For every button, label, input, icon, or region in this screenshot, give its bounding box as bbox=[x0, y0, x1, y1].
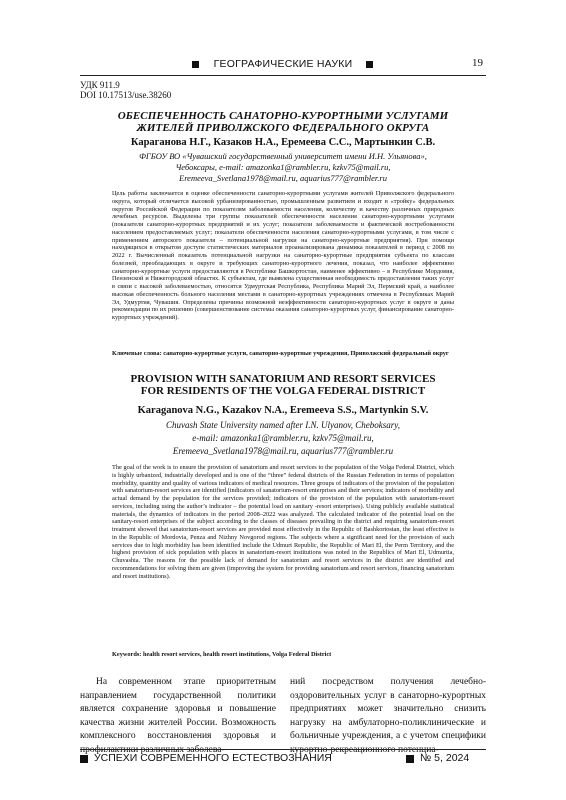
square-bullet-icon bbox=[406, 755, 414, 763]
ru-keywords-label: Ключевые слова: bbox=[112, 350, 162, 357]
en-affiliation-line3: Eremeeva_Svetlana1978@mail.ru, aquarius777@rambler.ru bbox=[172, 446, 394, 456]
ru-authors: Караганова Н.Г., Казаков Н.А., Еремеева С.С., Мартынкин С.В. bbox=[130, 137, 436, 148]
en-title-line1: PROVISION WITH SANATORIUM AND RESORT SERVICES bbox=[130, 373, 436, 385]
square-bullet-icon bbox=[80, 755, 88, 763]
ru-keywords-text: санаторно-курортные услуги, санаторно-курортные учреждения, Приволжский федеральный округ bbox=[163, 350, 449, 357]
running-footer bbox=[80, 752, 486, 768]
running-header bbox=[80, 59, 486, 73]
en-affiliation-line2: e-mail: amazonka1@rambler.ru, kzkv75@mail.ru, bbox=[192, 433, 374, 443]
body-column-right bbox=[290, 676, 486, 758]
en-authors: Karaganova N.G., Kazakov N.A., Eremeeva S.S., Martynkin S.V. bbox=[137, 405, 429, 416]
page-number: 19 bbox=[472, 57, 483, 69]
body-paragraph: ний посредством получения лечебно-оздоровительных услуг в санаторно-курортных предприятиях может значительно снизить нагрузку на амбулаторно-поликлинические и больничные учреждения, а с учетом специфики bbox=[290, 677, 486, 742]
ru-title-line1: ОБЕСПЕЧЕННОСТЬ САНАТОРНО-КУРОРТНЫМИ УСЛУГАМИ bbox=[117, 110, 449, 122]
en-keywords bbox=[112, 651, 454, 659]
ru-keywords bbox=[112, 350, 454, 358]
ru-affiliation-line2: Чебоксары, e-mail: amazonka1@rambler.ru, kzkv75@mail.ru, bbox=[175, 162, 391, 172]
body-column-left bbox=[80, 676, 276, 758]
header-divider bbox=[80, 75, 486, 76]
doi: DOI 10.17513/use.38260 bbox=[80, 90, 172, 100]
footer-divider bbox=[80, 749, 486, 750]
ru-abstract: Цель работы заключается в оценке обеспеченности санаторно-курортными услугами жителей Приволжского федерального округа, который отличается высокой урбанизированностью, промышленным развитием и входит в «тройку» федеральных округов Российской Федерации по показателям заболеваемости населения, количеству и качеству различных природных лечебных ресурсов. Выделены три группы показателей обеспеченности населения санаторно-курортными услугами (показатели санаторно-курортных предприятий и их услуг; показатели заболеваемости и фактической востребованности населением предоставляемых услуг; показатели обеспеченности населения санаторно-курортными услугами, в том числе с применением авторского показателя – потенциальной нагрузки на санаторно-курортные предприятия). При помощи находящихся в открытом доступе статистических материалов проанализирована динамика показателей в период с 2008 по 2022 г. Вычисленный показатель потенциальной нагрузки на санаторно-курортные предприятия субъекта по классам болезней, преобладающих в округе и требующих санаторно-курортного лечения, показал, что наиболее эффективно санаторно-курортные услуги предоставляются в Республике Башкортостан, наименее эффективно – в Республике Мордовия, Пензенской и Нижегородской областях. К субъектам, где выявлена существенная необходимость предоставления таких услуг в связи с высокой заболеваемостью, относятся Удмуртская Республика, Республика Марий Эл, Пермский край, а наиболее высокая обеспеченность больного населения местами в санаторно-курортных учреждениях отмечена в Республиках Марий Эл, Удмуртия, Чувашия. Определены причины возможной неэффективности санаторно-курортных услуг в округе и даны рекомендации по их решению (совершенствование системы оказания санаторно-курортных услуг, финансирование санаторно-курортных учреждений). bbox=[112, 190, 454, 321]
en-keywords-label: Keywords: bbox=[112, 651, 142, 658]
en-keywords-text: health resort services, health resort institutions, Volga Federal District bbox=[142, 651, 332, 658]
journal-section: ГЕОГРАФИЧЕСКИЕ НАУКИ bbox=[213, 58, 353, 70]
udk: УДК 911.9 bbox=[80, 80, 120, 90]
en-title-line2: FOR RESIDENTS OF THE VOLGA FEDERAL DISTRICT bbox=[140, 385, 426, 397]
square-bullet-icon bbox=[366, 61, 373, 68]
en-affiliation-line1: Chuvash State University named after I.N. Ulyanov, Cheboksary, bbox=[165, 420, 401, 430]
ru-affiliation-line1: ФГБОУ ВО «Чувашский государственный университет имени И.Н. Ульянова», bbox=[139, 151, 427, 161]
journal-name: УСПЕХИ СОВРЕМЕННОГО ЕСТЕСТВОЗНАНИЯ bbox=[94, 752, 332, 764]
ru-title-line2: ЖИТЕЛЕЙ ПРИВОЛЖСКОГО ФЕДЕРАЛЬНОГО ОКРУГА bbox=[136, 122, 430, 134]
issue-number: № 5, 2024 bbox=[420, 752, 470, 764]
ru-affiliation-line3: Eremeeva_Svetlana1978@mail.ru, aquarius777@rambler.ru bbox=[179, 173, 387, 183]
body-paragraph: На современном этапе приоритетным направлением государственной политики является сохранение здоровья и повышение качества жизни жителей России. Возможность комплексного восстановления здоровья и bbox=[80, 677, 276, 742]
en-abstract: The goal of the work is to ensure the provision of sanatorium and resort services to the population of the Volga Federal District, which is highly urbanized, industrially developed and is one of the “three” federal districts of the Russian Federation in terms of population morbidity, quantity and quality of various indicators of medical resources. Three groups of indicators of the provision of the population with sanatorium-resort services are identified (indicators of sanatorium-resort enterprises and their services; indicators of morbidity and actual demand by the population for the services provided; indicators of the provision of the population with sanatorium-resort services, including using the author’s indicator – the potential load on sanitary -resort enterprises). Using publicly available statistical materials, the dynamics of indicators in the period 2008–2022 was analyzed. The calculated indicator of the potential load on the sanitary-resort enterprises of the subject according to the classes of diseases prevailing in the district and requiring sanatorium-resort treatment showed that sanatorium-resort services are provided most effectively in the Republic of Bashkortostan, the least effective is in the Republic of Mordovia, Penza and Nizhny Novgorod regions. The subjects where a significant need for the provision of such services due to high morbidity has been identified include the Udmurt Republic, the Republic of Mari El, the Perm Territory, and the highest provision of sick population with places in sanatorium-resort institutions was noted in the Republics of Mari El, Udmurtia, Chuvashia. The reasons for the possible lack of demand for sanatorium and resort services in the district are identified and recommendations for solving them are given (improving the system for providing sanatorium and resort services, financing sanatorium and resort institutions). bbox=[112, 464, 454, 580]
